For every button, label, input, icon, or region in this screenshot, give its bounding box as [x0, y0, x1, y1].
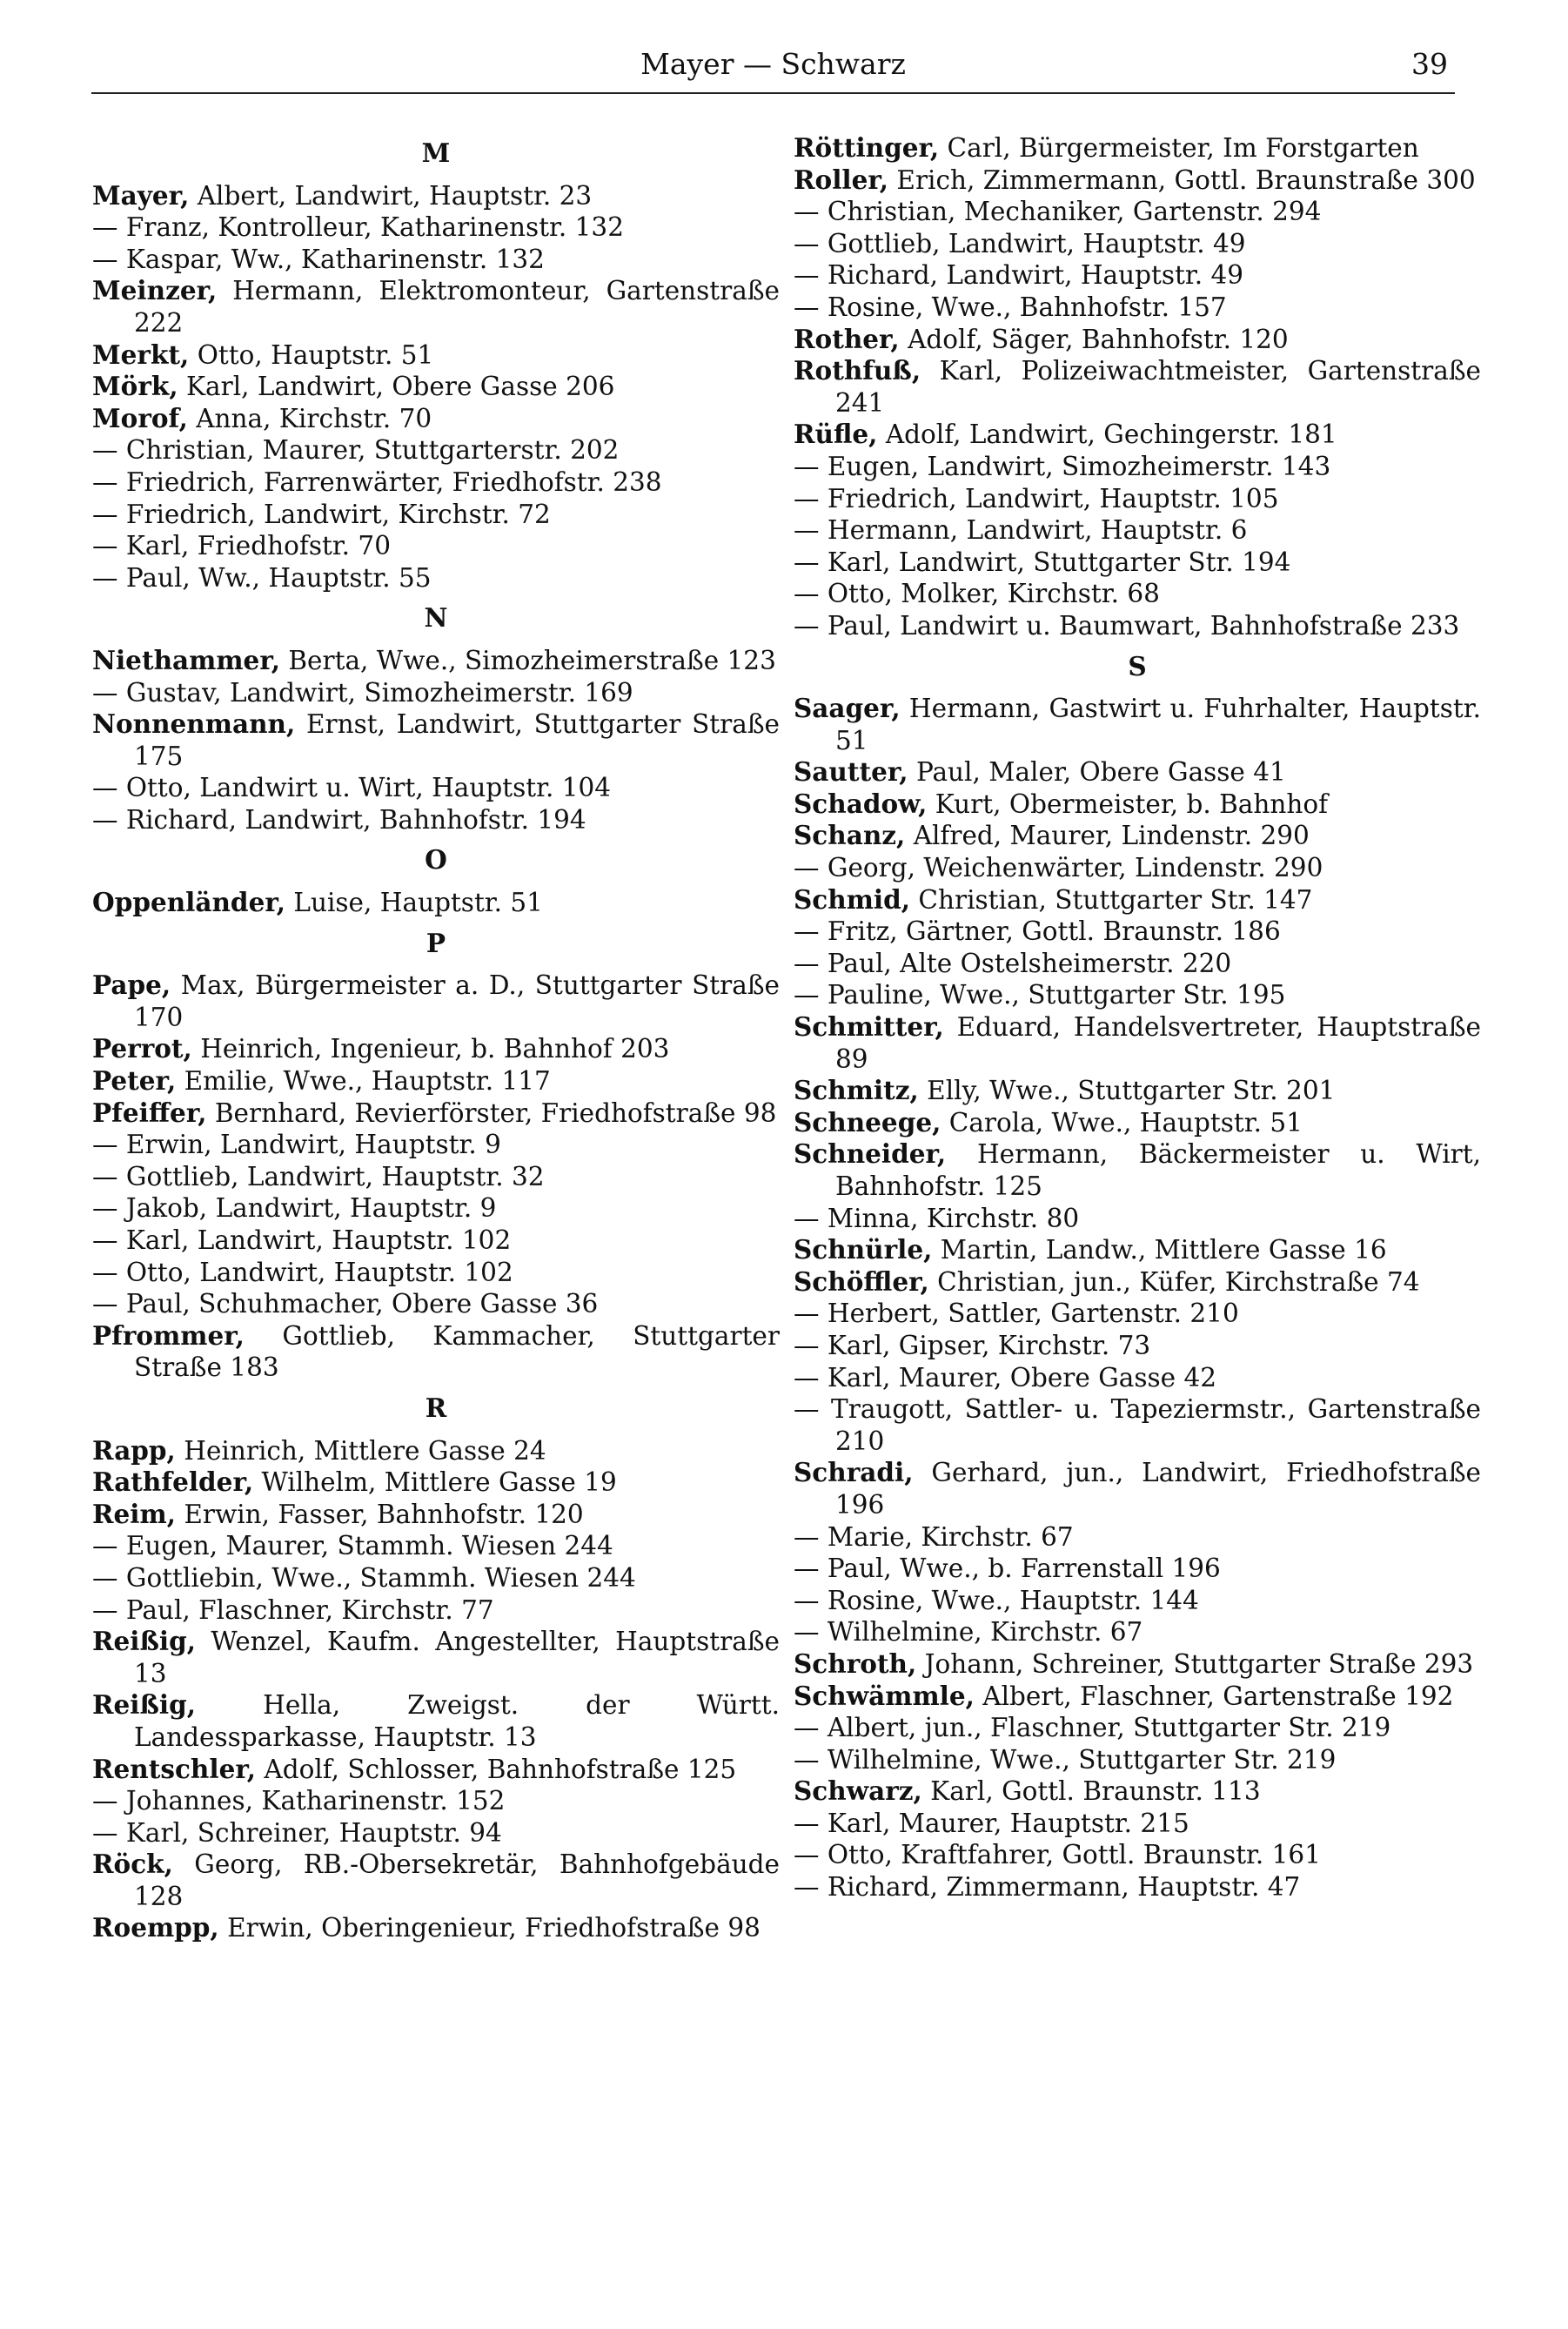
directory-entry [92, 1785, 780, 1817]
entry-details: Wilhelm, Mittlere Gasse 19 [253, 1467, 617, 1498]
directory-entry [92, 1033, 780, 1065]
directory-entry [92, 1192, 780, 1225]
entry-details: Gottlieb, Kammacher, Stuttgarter Straße 183 [134, 1320, 780, 1383]
entry-details: — Paul, Landwirt u. Baumwart, Bahnhofstraße 233 [794, 610, 1460, 641]
entry-surname: Rathfelder, [92, 1467, 254, 1498]
entry-details: Carola, Wwe., Hauptstr. 51 [941, 1107, 1303, 1138]
entry-details: — Wilhelmine, Wwe., Stuttgarter Str. 219 [794, 1744, 1337, 1775]
entry-details: — Karl, Friedhofstr. 70 [92, 531, 391, 561]
entry-details: Christian, Stuttgarter Str. 147 [910, 884, 1313, 915]
directory-entry [92, 804, 780, 836]
directory-entry [794, 547, 1481, 579]
directory-entry [92, 645, 780, 677]
directory-entry [92, 1817, 780, 1849]
entry-details: — Eugen, Maurer, Stammh. Wiesen 244 [92, 1531, 613, 1561]
directory-entry [794, 1871, 1481, 1903]
directory-entry [92, 1562, 780, 1594]
directory-entry [794, 1744, 1481, 1776]
directory-entry [92, 1320, 780, 1384]
directory-entry [92, 772, 780, 804]
directory-entry [794, 1203, 1481, 1235]
section-letter: R [425, 1392, 447, 1423]
directory-entry [794, 789, 1481, 821]
entry-details: — Karl, Gipser, Kirchstr. 73 [794, 1330, 1151, 1360]
entry-surname: Schmid, [794, 883, 911, 915]
entry-details: — Rosine, Wwe., Hauptstr. 144 [794, 1585, 1199, 1615]
entry-surname: Schöffler, [794, 1265, 929, 1297]
directory-entry [794, 228, 1481, 260]
entry-details: Karl, Landwirt, Obere Gasse 206 [178, 372, 615, 402]
directory-entry [794, 1648, 1481, 1681]
entry-details: Eduard, Handelsvertreter, Hauptstraße 89 [835, 1012, 1481, 1074]
entry-details: — Herbert, Sattler, Gartenstr. 210 [794, 1299, 1239, 1329]
directory-entry [794, 324, 1481, 356]
entry-details: — Franz, Kontrolleur, Katharinenstr. 132 [92, 212, 624, 243]
directory-entry [794, 164, 1481, 197]
directory-entry [794, 820, 1481, 852]
entry-details: Luise, Hauptstr. 51 [285, 888, 543, 918]
entry-surname: Rapp, [92, 1434, 176, 1466]
entry-details: Max, Bürgermeister a. D., Stuttgarter Straße 170 [134, 970, 780, 1032]
directory-entry [92, 466, 780, 499]
directory-entry [92, 371, 780, 403]
entry-surname: Meinzer, [92, 275, 218, 306]
directory-entry [92, 530, 780, 562]
entry-details: — Gottlieb, Landwirt, Hauptstr. 49 [794, 228, 1246, 258]
entry-surname: Pfeiffer, [92, 1097, 207, 1128]
entry-surname: Schnürle, [794, 1234, 933, 1265]
entry-details: — Richard, Landwirt, Bahnhofstr. 194 [92, 804, 586, 835]
directory-entry [794, 1775, 1481, 1808]
entry-details: Ernst, Landwirt, Stuttgarter Straße 175 [134, 709, 780, 771]
entry-surname: Reim, [92, 1498, 176, 1529]
directory-entry [92, 1257, 780, 1289]
entry-details: Karl, Gottl. Braunstr. 113 [921, 1776, 1261, 1807]
running-head: Mayer — Schwarz [640, 47, 906, 81]
directory-entry [92, 887, 780, 919]
directory-entry [794, 132, 1481, 164]
directory-entry [92, 1754, 780, 1786]
entry-surname: Schanz, [794, 820, 906, 851]
directory-entry [794, 1521, 1481, 1554]
entry-details: Hermann, Bäckermeister u. Wirt, Bahnhofstr. 125 [835, 1139, 1481, 1201]
directory-entry [794, 1616, 1481, 1648]
entry-surname: Roempp, [92, 1912, 219, 1943]
entry-surname: Mayer, [92, 179, 190, 211]
directory-entry [794, 1330, 1481, 1362]
section-letter: S [1128, 650, 1147, 681]
entry-surname: Merkt, [92, 339, 190, 370]
directory-entry [794, 355, 1481, 419]
entry-details: — Christian, Maurer, Stuttgarterstr. 202 [92, 435, 620, 466]
entry-surname: Morof, [92, 402, 188, 433]
directory-entry [92, 1689, 780, 1753]
directory-entry [794, 1138, 1481, 1202]
entry-details: Paul, Maler, Obere Gasse 41 [908, 757, 1286, 788]
entry-details: Carl, Bürgermeister, Im Forstgarten [939, 133, 1419, 163]
entry-surname: Pfrommer, [92, 1319, 245, 1351]
directory-entry [794, 979, 1481, 1011]
directory-entry [92, 180, 780, 212]
entry-surname: Nonnenmann, [92, 708, 296, 740]
directory-entry [794, 693, 1481, 756]
entry-surname: Röttinger, [794, 132, 940, 163]
entry-details: Kurt, Obermeister, b. Bahnhof [927, 789, 1329, 819]
entry-details: — Gottliebin, Wwe., Stammh. Wiesen 244 [92, 1562, 636, 1593]
directory-entry [794, 514, 1481, 547]
directory-entry [794, 1681, 1481, 1713]
entry-details: Heinrich, Ingenieur, b. Bahnhof 203 [191, 1034, 670, 1064]
entry-details: — Otto, Landwirt, Hauptstr. 102 [92, 1257, 513, 1287]
entry-surname: Reißig, [92, 1689, 197, 1721]
directory-entry [92, 677, 780, 709]
entry-details: — Otto, Landwirt u. Wirt, Hauptstr. 104 [92, 773, 612, 803]
directory-entry [794, 756, 1481, 789]
entry-surname: Schroth, [794, 1648, 917, 1679]
directory-entry [92, 339, 780, 372]
entry-details: — Karl, Maurer, Hauptstr. 215 [794, 1808, 1189, 1838]
entry-details: Erwin, Oberingenieur, Friedhofstraße 98 [218, 1913, 761, 1943]
entry-details: — Eugen, Landwirt, Simozheimerstr. 143 [794, 451, 1331, 481]
entry-details: — Marie, Kirchstr. 67 [794, 1521, 1074, 1552]
directory-entry [794, 1266, 1481, 1299]
entry-details: Gerhard, jun., Landwirt, Friedhofstraße 196 [835, 1458, 1481, 1520]
entry-surname: Schwarz, [794, 1775, 922, 1807]
entry-surname: Schmitz, [794, 1075, 919, 1106]
entry-details: — Erwin, Landwirt, Hauptstr. 9 [92, 1130, 501, 1160]
entry-details: — Paul, Wwe., b. Farrenstall 196 [794, 1554, 1221, 1584]
entry-details: Georg, RB.-Obersekretär, Bahnhofgebäude 128 [134, 1849, 780, 1911]
directory-entry [794, 1457, 1481, 1520]
entry-surname: Rentschler, [92, 1753, 257, 1784]
entry-details: — Paul, Flaschner, Kirchstr. 77 [92, 1594, 494, 1625]
entry-details: Karl, Polizeiwachtmeister, Gartenstraße 241 [835, 356, 1481, 418]
entry-surname: Schmitter, [794, 1011, 944, 1043]
entry-details: Alfred, Maurer, Lindenstr. 290 [905, 821, 1310, 851]
entry-surname: Rothfuß, [794, 355, 921, 386]
directory-entry [794, 1712, 1481, 1744]
directory-entry [92, 1912, 780, 1944]
entry-surname: Schradi, [794, 1457, 914, 1488]
entry-details: Martin, Landw., Mittlere Gasse 16 [932, 1235, 1387, 1265]
directory-entry [92, 1065, 780, 1097]
directory-entry [794, 1075, 1481, 1107]
entry-surname: Röck, [92, 1849, 173, 1880]
page-header [91, 42, 1455, 94]
entry-details: Adolf, Landwirt, Gechingerstr. 181 [877, 419, 1337, 450]
entry-details: Adolf, Säger, Bahnhofstr. 120 [899, 324, 1289, 354]
directory-entry [92, 244, 780, 276]
right-column [794, 132, 1481, 1903]
entry-details: — Jakob, Landwirt, Hauptstr. 9 [92, 1193, 497, 1224]
entry-details: — Friedrich, Landwirt, Hauptstr. 105 [794, 483, 1279, 513]
directory-entry [794, 1107, 1481, 1139]
entry-surname: Peter, [92, 1065, 177, 1097]
directory-entry [92, 562, 780, 594]
entry-details: Heinrich, Mittlere Gasse 24 [175, 1435, 546, 1466]
entry-details: — Albert, jun., Flaschner, Stuttgarter Str. 219 [794, 1713, 1391, 1743]
entry-details: Berta, Wwe., Simozheimerstraße 123 [280, 645, 776, 675]
directory-entry [794, 1011, 1481, 1075]
directory-entry [92, 211, 780, 244]
directory-entry [92, 434, 780, 466]
entry-details: — Hermann, Landwirt, Hauptstr. 6 [794, 515, 1248, 546]
directory-entry [794, 292, 1481, 324]
entry-details: — Pauline, Wwe., Stuttgarter Str. 195 [794, 980, 1286, 1010]
directory-entry [794, 1393, 1481, 1457]
directory-entry [794, 1553, 1481, 1585]
directory-entry [92, 1849, 780, 1912]
entry-details: — Johannes, Katharinenstr. 152 [92, 1786, 506, 1816]
directory-entry [92, 1594, 780, 1627]
entry-surname: Saager, [794, 693, 901, 724]
entry-details: Wenzel, Kaufm. Angestellter, Hauptstraße 13 [134, 1627, 780, 1688]
entry-details: Hella, Zweigst. der Württ. Landessparkasse, Hauptstr. 13 [134, 1690, 780, 1752]
directory-entry [92, 1129, 780, 1161]
entry-details: Erwin, Fasser, Bahnhofstr. 120 [175, 1499, 584, 1529]
entry-surname: Niethammer, [92, 644, 280, 675]
entry-details: — Georg, Weichenwärter, Lindenstr. 290 [794, 853, 1323, 883]
directory-entry [794, 610, 1481, 642]
entry-details: Albert, Flaschner, Gartenstraße 192 [974, 1681, 1454, 1711]
entry-details: — Karl, Landwirt, Hauptstr. 102 [92, 1225, 512, 1255]
entry-details: — Traugott, Sattler- u. Tapeziermstr., Gartenstraße 210 [794, 1394, 1481, 1456]
entry-details: — Paul, Ww., Hauptstr. 55 [92, 562, 432, 593]
left-column [92, 129, 780, 1944]
entry-details: — Wilhelmine, Kirchstr. 67 [794, 1617, 1143, 1648]
directory-entry [794, 451, 1481, 483]
directory-entry [92, 1467, 780, 1499]
directory-entry [794, 1362, 1481, 1394]
entry-surname: Reißig, [92, 1626, 197, 1657]
entry-details: — Minna, Kirchstr. 80 [794, 1203, 1080, 1233]
entry-details: — Rosine, Wwe., Bahnhofstr. 157 [794, 292, 1227, 322]
entry-surname: Roller, [794, 164, 889, 195]
directory-entry [92, 1499, 780, 1531]
directory-entry [794, 1808, 1481, 1840]
entry-surname: Schadow, [794, 788, 928, 819]
directory-entry [92, 403, 780, 435]
directory-entry [92, 1626, 780, 1689]
directory-entry [92, 1530, 780, 1562]
entry-details: Bernhard, Revierförster, Friedhofstraße 98 [206, 1097, 777, 1128]
entry-details: — Gustav, Landwirt, Simozheimerstr. 169 [92, 677, 633, 708]
directory-entry [92, 1435, 780, 1467]
entry-details: Christian, jun., Küfer, Kirchstraße 74 [928, 1266, 1420, 1297]
directory-entry [794, 1298, 1481, 1330]
entry-details: Otto, Hauptstr. 51 [189, 339, 434, 370]
directory-entry [794, 1839, 1481, 1871]
entry-details: — Karl, Schreiner, Hauptstr. 94 [92, 1817, 502, 1848]
entry-details: Erich, Zimmermann, Gottl. Braunstraße 300 [888, 164, 1476, 195]
section-letter: M [421, 138, 451, 168]
entry-details: — Fritz, Gärtner, Gottl. Braunstr. 186 [794, 916, 1281, 947]
directory-entry [794, 1585, 1481, 1617]
entry-details: — Gottlieb, Landwirt, Hauptstr. 32 [92, 1161, 545, 1191]
entry-details: — Paul, Schuhmacher, Obere Gasse 36 [92, 1289, 599, 1319]
entry-details: — Paul, Alte Ostelsheimerstr. 220 [794, 948, 1232, 978]
section-letter: P [426, 927, 446, 958]
entry-surname: Pape, [92, 970, 171, 1001]
entry-details: Hermann, Elektromonteur, Gartenstraße 222 [134, 276, 780, 338]
directory-entry [794, 196, 1481, 228]
entry-surname: Schwämmle, [794, 1680, 975, 1711]
entry-details: — Christian, Mechaniker, Gartenstr. 294 [794, 197, 1322, 227]
page-number: 39 [1411, 47, 1448, 81]
directory-entry [92, 1225, 780, 1257]
directory-entry [794, 948, 1481, 980]
entry-details: — Karl, Maurer, Obere Gasse 42 [794, 1362, 1217, 1393]
directory-entry [92, 1097, 780, 1130]
directory-entry [92, 970, 780, 1033]
entry-details: — Karl, Landwirt, Stuttgarter Str. 194 [794, 547, 1291, 577]
directory-entry [794, 884, 1481, 916]
directory-entry [92, 499, 780, 531]
directory-entry [794, 1234, 1481, 1266]
entry-surname: Oppenländer, [92, 887, 285, 918]
directory-entry [92, 275, 780, 339]
entry-details: — Richard, Landwirt, Hauptstr. 49 [794, 260, 1244, 291]
directory-entry [92, 1288, 780, 1320]
entry-details: Elly, Wwe., Stuttgarter Str. 201 [918, 1076, 1336, 1106]
entry-surname: Sautter, [794, 756, 908, 788]
entry-details: — Otto, Molker, Kirchstr. 68 [794, 579, 1160, 609]
entry-surname: Schneege, [794, 1106, 941, 1138]
entry-surname: Perrot, [92, 1033, 192, 1064]
entry-details: Emilie, Wwe., Hauptstr. 117 [176, 1066, 551, 1097]
entry-details: Albert, Landwirt, Hauptstr. 23 [189, 180, 593, 211]
entry-details: Johann, Schreiner, Stuttgarter Straße 293 [916, 1648, 1474, 1679]
entry-surname: Schneider, [794, 1138, 947, 1170]
directory-entry [92, 1161, 780, 1193]
directory-entry [794, 852, 1481, 884]
entry-surname: Mörk, [92, 371, 178, 402]
entry-details: — Otto, Kraftfahrer, Gottl. Braunstr. 161 [794, 1840, 1321, 1870]
directory-entry [794, 578, 1481, 610]
entry-details: — Friedrich, Farrenwärter, Friedhofstr. 238 [92, 466, 662, 497]
entry-details: — Richard, Zimmermann, Hauptstr. 47 [794, 1872, 1301, 1903]
entry-surname: Rüfle, [794, 419, 878, 450]
directory-entry [794, 483, 1481, 515]
directory-entry [794, 916, 1481, 948]
entry-details: Adolf, Schlosser, Bahnhofstraße 125 [256, 1754, 737, 1784]
directory-entry [794, 259, 1481, 292]
section-letter: N [424, 602, 448, 634]
entry-details: — Friedrich, Landwirt, Kirchstr. 72 [92, 499, 551, 529]
section-letter: O [425, 844, 447, 876]
directory-entry [794, 419, 1481, 451]
entry-details: Hermann, Gastwirt u. Fuhrhalter, Hauptstr. 51 [835, 694, 1481, 755]
entry-details: Anna, Kirchstr. 70 [187, 403, 432, 433]
entry-details: — Kaspar, Ww., Katharinenstr. 132 [92, 244, 545, 274]
directory-entry [92, 708, 780, 772]
entry-surname: Rother, [794, 323, 900, 354]
